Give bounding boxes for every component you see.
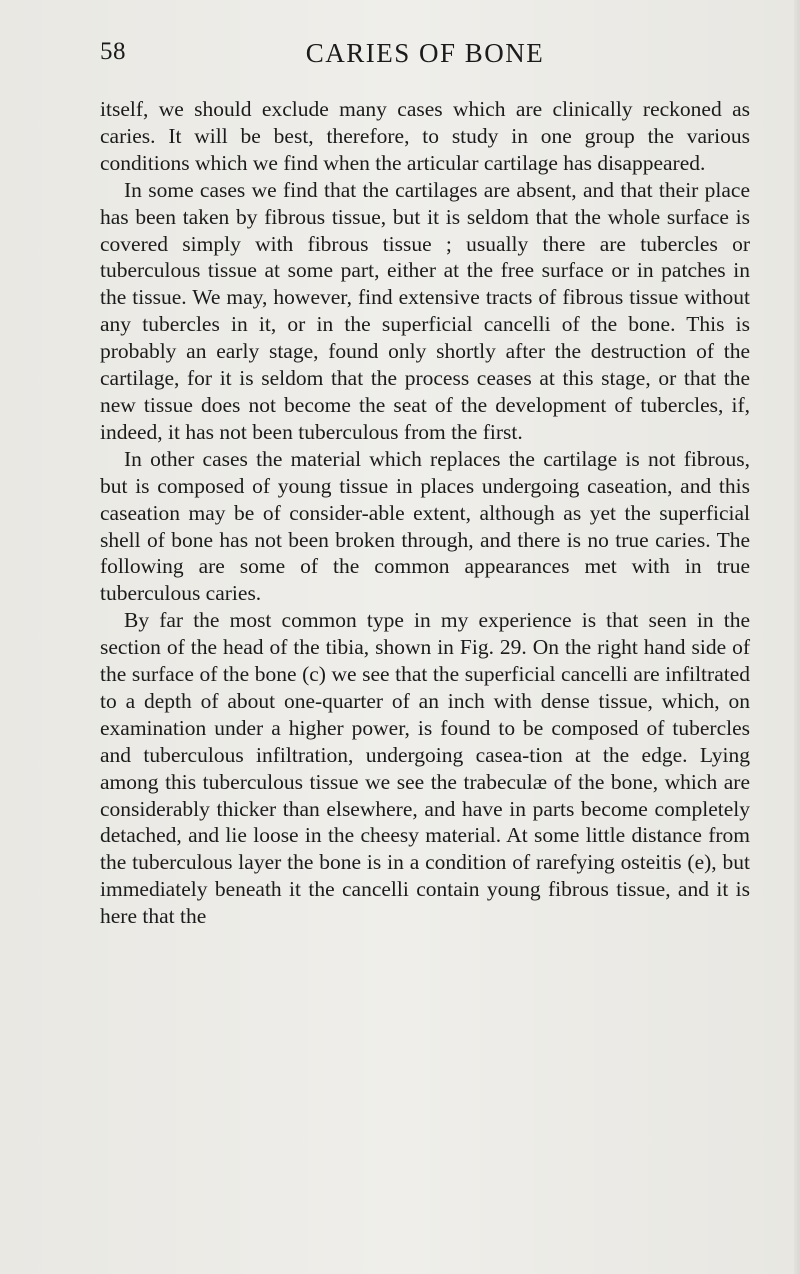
page-header bbox=[100, 38, 750, 78]
paragraph-caseation: In other cases the material which replaces the cartilage is not fibrous, but is composed of young tissue in places undergoing caseation, and this caseation may be of consider-able extent, although as yet the superficial shell of bone has not been broken through, and there is no true caries. The following are some of the common appearances met with in true tuberculous caries. bbox=[100, 446, 750, 606]
running-head: CARIES OF BONE bbox=[305, 38, 545, 68]
page-edge bbox=[794, 0, 800, 1274]
page-number: 58 bbox=[100, 38, 126, 65]
paragraph-fibrous-tissue: In some cases we find that the cartilages are absent, and that their place has been taken by fibrous tissue, but it is seldom that the whole surface is covered simply with fibrous tissue ; usually there are tubercles or tuberculous tissue at some part, either at the free surface or in patches in the tissue. We may, however, find extensive tracts of fibrous tissue without any tubercles in it, or in the superficial cancelli of the bone. This is probably an early stage, found only shortly after the destruction of the cartilage, for it is seldom that the process ceases at this stage, or that the new tissue does not become the seat of the development of tubercles, if, indeed, it has not been tuberculous from the first. bbox=[100, 177, 750, 444]
paragraph-tibia-section: By far the most common type in my experience is that seen in the section of the head of the tibia, shown in Fig. 29. On the right hand side of the surface of the bone (c) we see that the superficial cancelli are infiltrated to a depth of about one-quarter of an inch with dense tissue, which, on examination under a higher power, is found to be composed of tubercles and tuberculous infiltration, undergoing casea-tion at the edge. Lying among this tuberculous tissue we see the trabeculæ of the bone, which are considerably thicker than elsewhere, and have in parts become completely detached, and lie loose in the cheesy material. At some little distance from the tuberculous layer the bone is in a condition of rarefying osteitis (e), but immediately beneath it the cancelli contain young fibrous tissue, and it is here that the bbox=[100, 608, 750, 929]
body-text bbox=[100, 96, 750, 930]
paragraph-continuation: itself, we should exclude many cases which are clinically reckoned as caries. It will be best, therefore, to study in one group the various conditions which we find when the articular cartilage has disappeared. bbox=[100, 97, 750, 175]
